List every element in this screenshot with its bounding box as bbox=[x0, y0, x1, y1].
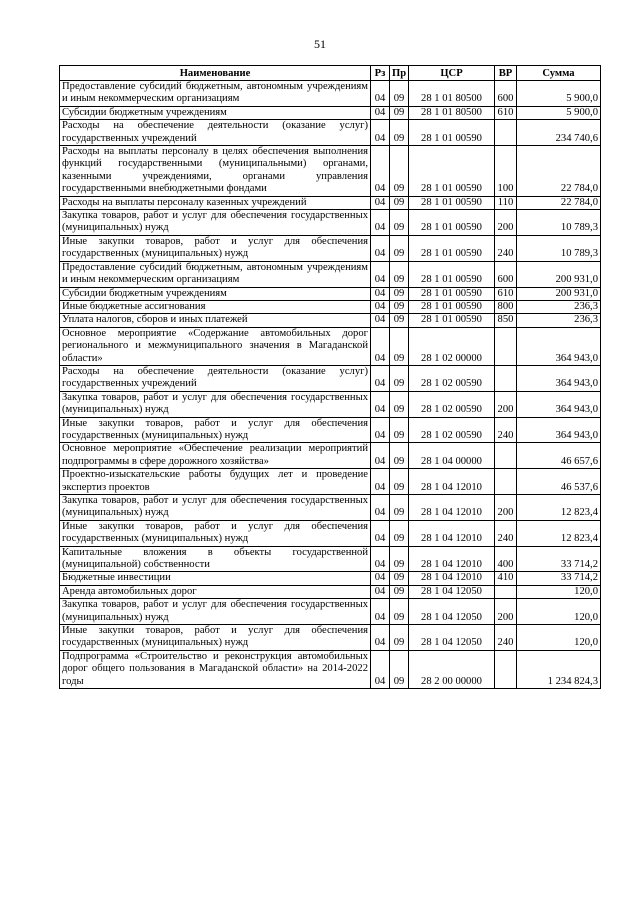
cell-rz: 04 bbox=[371, 417, 390, 443]
cell-vr: 200 bbox=[495, 495, 517, 521]
table-row bbox=[60, 520, 601, 546]
cell-rz: 04 bbox=[371, 314, 390, 327]
cell-name: Основное мероприятие «Обеспечение реализации мероприятий подпрограммы в сфере дорожного хозяйства» bbox=[60, 443, 371, 469]
cell-pr: 09 bbox=[390, 300, 409, 313]
cell-vr: 100 bbox=[495, 146, 517, 197]
cell-vr: 610 bbox=[495, 106, 517, 119]
cell-pr: 09 bbox=[390, 417, 409, 443]
cell-vr: 600 bbox=[495, 261, 517, 287]
cell-sum: 12 823,4 bbox=[517, 495, 601, 521]
table-row bbox=[60, 120, 601, 146]
cell-sum: 1 234 824,3 bbox=[517, 650, 601, 688]
cell-name: Расходы на обеспечение деятельности (оказание услуг) государственных учреждений bbox=[60, 120, 371, 146]
cell-sum: 22 784,0 bbox=[517, 196, 601, 209]
cell-rz: 04 bbox=[371, 650, 390, 688]
cell-pr: 09 bbox=[390, 210, 409, 236]
cell-sum: 236,3 bbox=[517, 314, 601, 327]
cell-sum: 10 789,3 bbox=[517, 235, 601, 261]
table-row bbox=[60, 572, 601, 585]
cell-rz: 04 bbox=[371, 572, 390, 585]
cell-sum: 364 943,0 bbox=[517, 327, 601, 365]
table-row bbox=[60, 196, 601, 209]
cell-name: Закупка товаров, работ и услуг для обеспечения государственных (муниципальных) нужд bbox=[60, 495, 371, 521]
cell-sum: 22 784,0 bbox=[517, 146, 601, 197]
table-row bbox=[60, 146, 601, 197]
cell-name: Закупка товаров, работ и услуг для обеспечения государственных (муниципальных) нужд bbox=[60, 391, 371, 417]
cell-csr: 28 1 01 00590 bbox=[409, 235, 495, 261]
cell-rz: 04 bbox=[371, 520, 390, 546]
cell-name: Расходы на обеспечение деятельности (оказание услуг) государственных учреждений bbox=[60, 365, 371, 391]
cell-sum: 120,0 bbox=[517, 599, 601, 625]
cell-rz: 04 bbox=[371, 327, 390, 365]
table-row bbox=[60, 81, 601, 107]
cell-name: Иные закупки товаров, работ и услуг для обеспечения государственных (муниципальных) нужд bbox=[60, 520, 371, 546]
table-row bbox=[60, 287, 601, 300]
table-row bbox=[60, 585, 601, 598]
cell-csr: 28 1 01 00590 bbox=[409, 210, 495, 236]
cell-rz: 04 bbox=[371, 625, 390, 651]
cell-csr: 28 1 01 00590 bbox=[409, 287, 495, 300]
cell-pr: 09 bbox=[390, 81, 409, 107]
cell-pr: 09 bbox=[390, 120, 409, 146]
cell-name: Иные бюджетные ассигнования bbox=[60, 300, 371, 313]
cell-sum: 200 931,0 bbox=[517, 287, 601, 300]
cell-rz: 04 bbox=[371, 585, 390, 598]
cell-sum: 234 740,6 bbox=[517, 120, 601, 146]
cell-name: Основное мероприятие «Содержание автомобильных дорог регионального и межмуниципального значения в Магаданской области» bbox=[60, 327, 371, 365]
cell-csr: 28 1 04 12010 bbox=[409, 495, 495, 521]
cell-rz: 04 bbox=[371, 287, 390, 300]
cell-sum: 120,0 bbox=[517, 625, 601, 651]
cell-sum: 46 657,6 bbox=[517, 443, 601, 469]
table-row bbox=[60, 327, 601, 365]
table-row bbox=[60, 261, 601, 287]
table-row bbox=[60, 599, 601, 625]
cell-pr: 09 bbox=[390, 599, 409, 625]
header-pr: Пр bbox=[390, 66, 409, 81]
cell-csr: 28 1 04 12050 bbox=[409, 625, 495, 651]
cell-pr: 09 bbox=[390, 196, 409, 209]
cell-sum: 120,0 bbox=[517, 585, 601, 598]
cell-sum: 5 900,0 bbox=[517, 106, 601, 119]
cell-vr: 200 bbox=[495, 391, 517, 417]
table-row bbox=[60, 365, 601, 391]
cell-rz: 04 bbox=[371, 120, 390, 146]
cell-rz: 04 bbox=[371, 300, 390, 313]
cell-sum: 33 714,2 bbox=[517, 546, 601, 572]
cell-vr: 240 bbox=[495, 625, 517, 651]
table-body bbox=[60, 81, 601, 689]
cell-vr: 200 bbox=[495, 599, 517, 625]
cell-vr bbox=[495, 120, 517, 146]
cell-csr: 28 1 02 00590 bbox=[409, 417, 495, 443]
table-header-row bbox=[60, 66, 601, 81]
cell-csr: 28 1 02 00590 bbox=[409, 365, 495, 391]
cell-vr bbox=[495, 585, 517, 598]
cell-pr: 09 bbox=[390, 546, 409, 572]
cell-name: Субсидии бюджетным учреждениям bbox=[60, 106, 371, 119]
cell-pr: 09 bbox=[390, 625, 409, 651]
cell-vr: 600 bbox=[495, 81, 517, 107]
cell-pr: 09 bbox=[390, 443, 409, 469]
cell-name: Проектно-изыскательские работы будущих лет и проведение экспертиз проектов bbox=[60, 469, 371, 495]
cell-csr: 28 1 04 00000 bbox=[409, 443, 495, 469]
header-csr: ЦСР bbox=[409, 66, 495, 81]
cell-vr: 850 bbox=[495, 314, 517, 327]
table-row bbox=[60, 625, 601, 651]
table-row bbox=[60, 106, 601, 119]
cell-sum: 10 789,3 bbox=[517, 210, 601, 236]
cell-sum: 5 900,0 bbox=[517, 81, 601, 107]
table-row bbox=[60, 391, 601, 417]
cell-pr: 09 bbox=[390, 585, 409, 598]
cell-pr: 09 bbox=[390, 235, 409, 261]
cell-rz: 04 bbox=[371, 81, 390, 107]
cell-name: Закупка товаров, работ и услуг для обеспечения государственных (муниципальных) нужд bbox=[60, 599, 371, 625]
cell-pr: 09 bbox=[390, 287, 409, 300]
cell-csr: 28 2 00 00000 bbox=[409, 650, 495, 688]
table-row bbox=[60, 546, 601, 572]
cell-pr: 09 bbox=[390, 327, 409, 365]
cell-rz: 04 bbox=[371, 196, 390, 209]
table-row bbox=[60, 235, 601, 261]
cell-rz: 04 bbox=[371, 469, 390, 495]
cell-pr: 09 bbox=[390, 520, 409, 546]
cell-vr: 610 bbox=[495, 287, 517, 300]
cell-csr: 28 1 01 00590 bbox=[409, 120, 495, 146]
cell-csr: 28 1 04 12050 bbox=[409, 585, 495, 598]
cell-csr: 28 1 04 12010 bbox=[409, 469, 495, 495]
header-vr: ВР bbox=[495, 66, 517, 81]
cell-csr: 28 1 04 12010 bbox=[409, 546, 495, 572]
cell-pr: 09 bbox=[390, 365, 409, 391]
cell-rz: 04 bbox=[371, 365, 390, 391]
table-row bbox=[60, 495, 601, 521]
cell-rz: 04 bbox=[371, 599, 390, 625]
cell-rz: 04 bbox=[371, 495, 390, 521]
cell-csr: 28 1 02 00590 bbox=[409, 391, 495, 417]
cell-csr: 28 1 01 00590 bbox=[409, 196, 495, 209]
cell-pr: 09 bbox=[390, 469, 409, 495]
cell-pr: 09 bbox=[390, 495, 409, 521]
cell-csr: 28 1 01 00590 bbox=[409, 146, 495, 197]
cell-pr: 09 bbox=[390, 391, 409, 417]
cell-rz: 04 bbox=[371, 261, 390, 287]
cell-name: Аренда автомобильных дорог bbox=[60, 585, 371, 598]
cell-pr: 09 bbox=[390, 261, 409, 287]
cell-vr bbox=[495, 650, 517, 688]
table-row bbox=[60, 417, 601, 443]
cell-vr bbox=[495, 469, 517, 495]
cell-rz: 04 bbox=[371, 443, 390, 469]
cell-pr: 09 bbox=[390, 314, 409, 327]
cell-name: Расходы на выплаты персоналу в целях обеспечения выполнения функций государственными (муниципальными) органами, казенными учреждениями, органами управления государственными внебюджетными фондами bbox=[60, 146, 371, 197]
cell-sum: 12 823,4 bbox=[517, 520, 601, 546]
cell-vr bbox=[495, 365, 517, 391]
budget-table bbox=[59, 65, 601, 689]
cell-csr: 28 1 04 12050 bbox=[409, 599, 495, 625]
cell-csr: 28 1 01 80500 bbox=[409, 81, 495, 107]
cell-name: Бюджетные инвестиции bbox=[60, 572, 371, 585]
cell-sum: 364 943,0 bbox=[517, 391, 601, 417]
cell-rz: 04 bbox=[371, 235, 390, 261]
cell-name: Расходы на выплаты персоналу казенных учреждений bbox=[60, 196, 371, 209]
cell-csr: 28 1 01 80500 bbox=[409, 106, 495, 119]
cell-sum: 364 943,0 bbox=[517, 417, 601, 443]
cell-rz: 04 bbox=[371, 391, 390, 417]
cell-vr: 240 bbox=[495, 235, 517, 261]
cell-vr: 800 bbox=[495, 300, 517, 313]
table-row bbox=[60, 469, 601, 495]
cell-pr: 09 bbox=[390, 106, 409, 119]
cell-vr: 410 bbox=[495, 572, 517, 585]
table-row bbox=[60, 300, 601, 313]
cell-csr: 28 1 01 00590 bbox=[409, 300, 495, 313]
cell-sum: 46 537,6 bbox=[517, 469, 601, 495]
cell-vr: 110 bbox=[495, 196, 517, 209]
cell-name: Предоставление субсидий бюджетным, автономным учреждениям и иным некоммерческим организациям bbox=[60, 81, 371, 107]
cell-name: Иные закупки товаров, работ и услуг для обеспечения государственных (муниципальных) нужд bbox=[60, 235, 371, 261]
cell-vr: 400 bbox=[495, 546, 517, 572]
cell-name: Иные закупки товаров, работ и услуг для обеспечения государственных (муниципальных) нужд bbox=[60, 625, 371, 651]
cell-pr: 09 bbox=[390, 146, 409, 197]
header-sum: Сумма bbox=[517, 66, 601, 81]
cell-name: Закупка товаров, работ и услуг для обеспечения государственных (муниципальных) нужд bbox=[60, 210, 371, 236]
cell-pr: 09 bbox=[390, 572, 409, 585]
cell-csr: 28 1 04 12010 bbox=[409, 520, 495, 546]
table-row bbox=[60, 210, 601, 236]
cell-csr: 28 1 04 12010 bbox=[409, 572, 495, 585]
cell-sum: 364 943,0 bbox=[517, 365, 601, 391]
cell-csr: 28 1 01 00590 bbox=[409, 314, 495, 327]
cell-csr: 28 1 02 00000 bbox=[409, 327, 495, 365]
table-row bbox=[60, 650, 601, 688]
cell-rz: 04 bbox=[371, 106, 390, 119]
cell-csr: 28 1 01 00590 bbox=[409, 261, 495, 287]
cell-name: Иные закупки товаров, работ и услуг для обеспечения государственных (муниципальных) нужд bbox=[60, 417, 371, 443]
cell-name: Предоставление субсидий бюджетным, автономным учреждениям и иным некоммерческим организациям bbox=[60, 261, 371, 287]
table-row bbox=[60, 443, 601, 469]
cell-vr bbox=[495, 443, 517, 469]
cell-rz: 04 bbox=[371, 210, 390, 236]
cell-vr: 240 bbox=[495, 417, 517, 443]
cell-name: Капитальные вложения в объекты государственной (муниципальной) собственности bbox=[60, 546, 371, 572]
cell-rz: 04 bbox=[371, 546, 390, 572]
cell-name: Подпрограмма «Строительство и реконструкция автомобильных дорог общего пользования в Магаданской области» на 2014-2022 годы bbox=[60, 650, 371, 688]
header-name: Наименование bbox=[60, 66, 371, 81]
cell-sum: 200 931,0 bbox=[517, 261, 601, 287]
table-row bbox=[60, 314, 601, 327]
cell-vr bbox=[495, 327, 517, 365]
cell-sum: 236,3 bbox=[517, 300, 601, 313]
cell-name: Субсидии бюджетным учреждениям bbox=[60, 287, 371, 300]
cell-vr: 240 bbox=[495, 520, 517, 546]
page-number: 51 bbox=[314, 37, 326, 51]
cell-vr: 200 bbox=[495, 210, 517, 236]
cell-sum: 33 714,2 bbox=[517, 572, 601, 585]
cell-rz: 04 bbox=[371, 146, 390, 197]
header-rz: Рз bbox=[371, 66, 390, 81]
cell-pr: 09 bbox=[390, 650, 409, 688]
cell-name: Уплата налогов, сборов и иных платежей bbox=[60, 314, 371, 327]
